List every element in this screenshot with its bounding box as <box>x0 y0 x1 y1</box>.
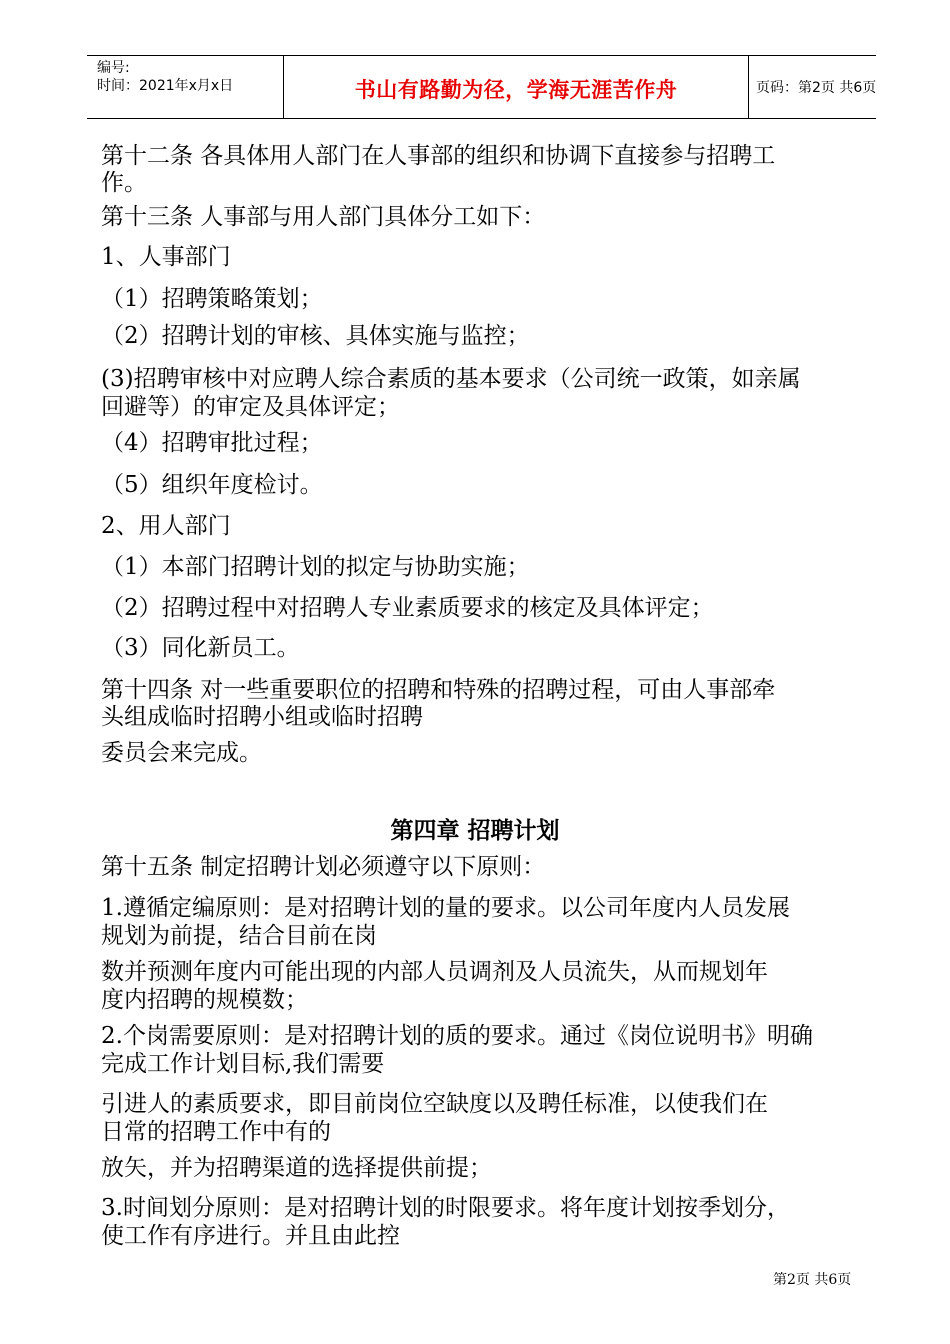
document-time-label: 时间：2021年x月x日 <box>97 78 234 94</box>
text-line: 第十二条 各具体用人部门在人事部的组织和协调下直接参与招聘工 <box>101 143 776 169</box>
text-line: （3）同化新员工。 <box>101 635 300 661</box>
text-line: 第十三条 人事部与用人部门具体分工如下： <box>101 204 546 230</box>
text-line: 数并预测年度内可能出现的内部人员调剂及人员流失，从而规划年 <box>101 959 768 985</box>
text-line: 使工作有序进行。并且由此控 <box>101 1223 400 1249</box>
text-line: 委员会来完成。 <box>101 740 262 766</box>
text-line: （1）招聘策略策划； <box>101 286 323 312</box>
text-line: 完成工作计划目标,我们需要 <box>101 1051 385 1077</box>
header-motto-cell <box>283 56 749 118</box>
text-line: 日常的招聘工作中有的 <box>101 1119 331 1145</box>
text-line: 引进人的素质要求，即目前岗位空缺度以及聘任标准，以使我们在 <box>101 1091 768 1117</box>
page-footer: 第2页 共6页 <box>773 1272 852 1288</box>
text-line: 度内招聘的规模数； <box>101 987 308 1013</box>
text-line: （2）招聘计划的审核、具体实施与监控； <box>101 323 530 349</box>
document-number-label: 编号: <box>97 60 130 76</box>
text-line: (3)招聘审核中对应聘人综合素质的基本要求（公司统一政策，如亲属 <box>101 366 801 392</box>
text-line: 回避等）的审定及具体评定； <box>101 394 400 420</box>
text-line: 头组成临时招聘小组或临时招聘 <box>101 704 423 730</box>
header-motto: 书山有路勤为径，学海无涯苦作舟 <box>354 78 678 102</box>
text-line: 2.个岗需要原则：是对招聘计划的质的要求。通过《岗位说明书》明确 <box>101 1023 813 1049</box>
text-line: （2）招聘过程中对招聘人专业素质要求的核定及具体评定； <box>101 595 714 621</box>
text-line: 放矢，并为招聘渠道的选择提供前提； <box>101 1155 492 1181</box>
text-line: （5）组织年度检讨。 <box>101 472 323 498</box>
header-page-number: 页码：第2页 共6页 <box>756 80 877 96</box>
text-line: （1）本部门招聘计划的拟定与协助实施； <box>101 554 530 580</box>
chapter-heading: 第四章 招聘计划 <box>390 817 560 844</box>
text-line: 规划为前提，结合目前在岗 <box>101 923 377 949</box>
text-line: 第十五条 制定招聘计划必须遵守以下原则： <box>101 854 546 880</box>
header-meta-cell <box>87 56 283 118</box>
header-page-cell <box>748 56 876 118</box>
text-line: 第十四条 对一些重要职位的招聘和特殊的招聘过程，可由人事部牵 <box>101 677 776 703</box>
page-header <box>87 55 876 119</box>
text-line: 1、人事部门 <box>101 244 231 270</box>
text-line: 作。 <box>101 170 147 196</box>
text-line: 1.遵循定编原则：是对招聘计划的量的要求。以公司年度内人员发展 <box>101 895 790 921</box>
text-line: 3.时间划分原则：是对招聘计划的时限要求。将年度计划按季划分， <box>101 1195 790 1221</box>
text-line: 2、用人部门 <box>101 513 231 539</box>
text-line: （4）招聘审批过程； <box>101 430 323 456</box>
